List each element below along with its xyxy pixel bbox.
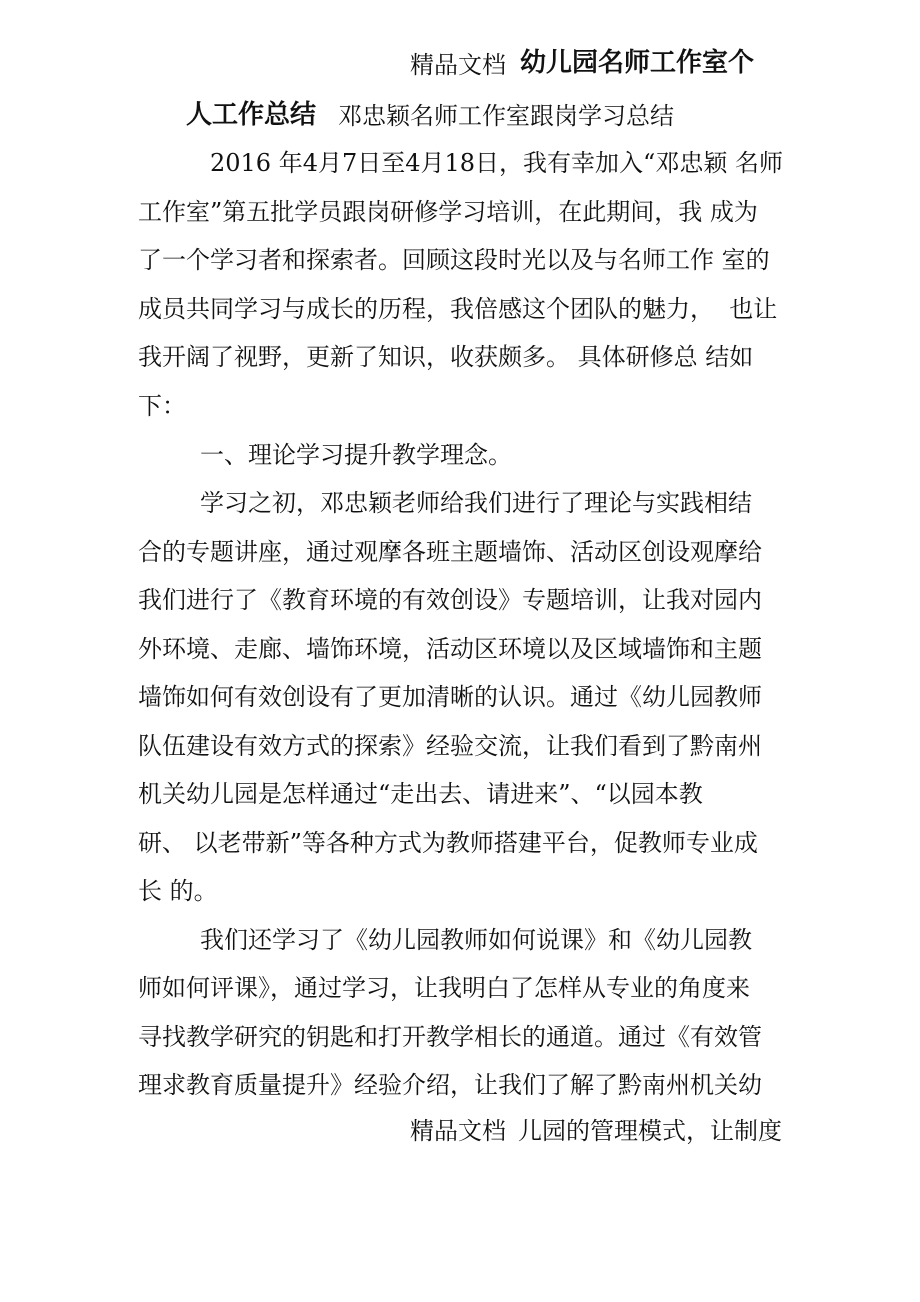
body-line: 墙饰如何有效创设有了更加清晰的认识。通过《幼儿园教师 bbox=[138, 683, 762, 711]
body-line: 我们还学习了《幼儿园教师如何说课》和《幼儿园教 bbox=[200, 926, 752, 954]
body-line: 长 的。 bbox=[138, 877, 218, 905]
footer-label: 精品文档 bbox=[410, 1117, 506, 1145]
body-line: 学习之初，邓忠颖老师给我们进行了理论与实践相结 bbox=[200, 489, 752, 517]
section-heading: 一、理论学习提升教学理念。 bbox=[200, 441, 512, 469]
body-line: 师如何评课》，通过学习，让我明白了怎样从专业的角度来 bbox=[138, 974, 750, 1002]
body-line: 合的专题讲座，通过观摩各班主题墙饰、活动区创设观摩给 bbox=[138, 538, 762, 566]
body-line: 我们进行了《教育环境的有效创设》专题培训，让我对园内 bbox=[138, 586, 762, 614]
body-line: 工作室”第五批学员跟岗研修学习培训，在此期间，我 成为 bbox=[138, 198, 758, 226]
body-line: 成员共同学习与成长的历程，我倍感这个团队的魅力， 也让 bbox=[138, 295, 778, 323]
header-label: 精品文档 bbox=[410, 51, 506, 79]
body-line: 机关幼儿园是怎样通过“走出去、请进来”、“以园本教 bbox=[138, 780, 703, 808]
body-line: 理求教育质量提升》经验介绍，让我们了解了黔南州机关幼 bbox=[138, 1071, 762, 1099]
body-line: 研、 以老带新”等各种方式为教师搭建平台，促教师专业成 bbox=[138, 829, 758, 857]
footer-text: 儿园的管理模式，让制度 bbox=[518, 1117, 782, 1145]
body-line: 下： bbox=[138, 392, 186, 420]
document-title-part1: 幼儿园名师工作室个 bbox=[520, 48, 755, 78]
document-title-part2: 人工作总结 bbox=[186, 100, 317, 130]
body-line: 2016 年4月7日至4月18日，我有幸加入“邓忠颖 名师 bbox=[210, 149, 783, 177]
body-line: 寻找教学研究的钥匙和打开教学相长的通道。通过《有效管 bbox=[138, 1023, 762, 1051]
body-line: 了一个学习者和探索者。回顾这段时光以及与名师工作 室的 bbox=[138, 246, 770, 274]
body-line: 我开阔了视野，更新了知识，收获颇多。 具体研修总 结如 bbox=[138, 343, 754, 371]
body-line: 队伍建设有效方式的探索》经验交流，让我们看到了黔南州 bbox=[138, 732, 762, 760]
body-line: 外环境、走廊、墙饰环境，活动区环境以及区域墙饰和主题 bbox=[138, 635, 762, 663]
document-subtitle: 邓忠颖名师工作室跟岗学习总结 bbox=[338, 102, 674, 130]
